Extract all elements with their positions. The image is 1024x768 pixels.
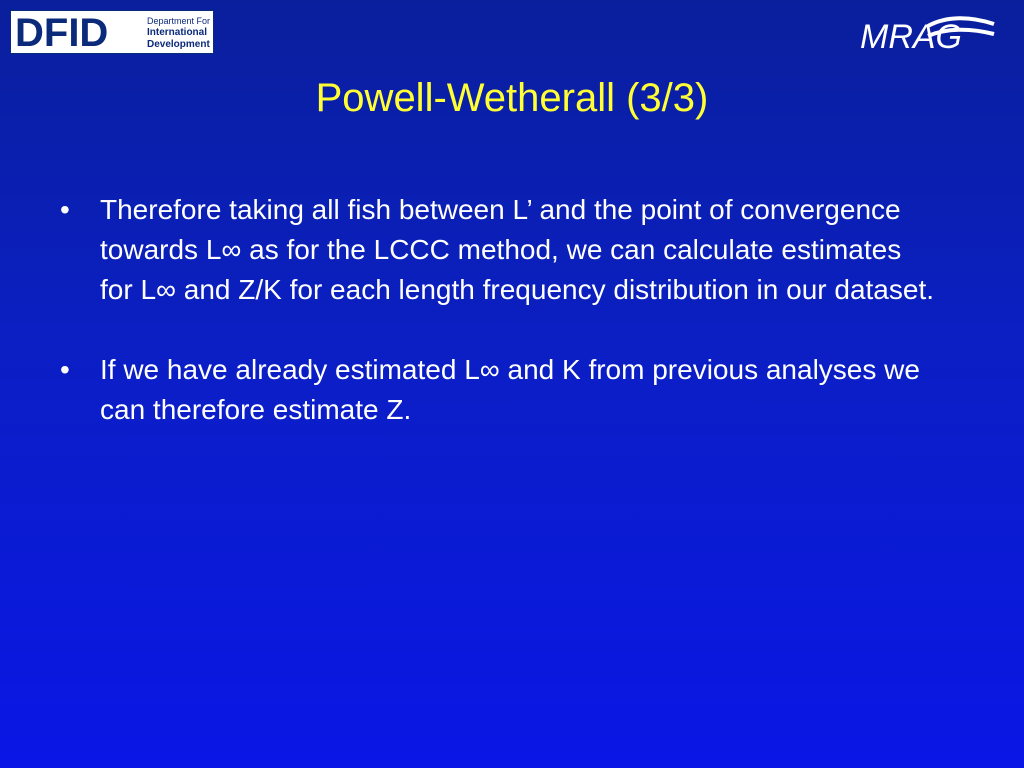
bullet-icon: •	[60, 194, 70, 225]
bullet-text: Therefore taking all fish between L’ and the point of convergence towards L∞ as for the LCCC method, we can calculate estimates for L∞ and Z/K for each length frequency distribution in our dataset.	[100, 194, 934, 305]
bullet-icon: •	[60, 354, 70, 385]
svg-text:DFID: DFID	[15, 12, 109, 52]
dfid-line-2: International	[147, 27, 208, 38]
dfid-subtitle	[145, 11, 213, 53]
svg-text:MRAG: MRAG	[860, 18, 962, 56]
dfid-wordmark-graphic	[13, 12, 143, 52]
bullet-list	[56, 190, 936, 470]
bullet-item	[56, 350, 936, 430]
slide-title: Powell-Wetherall (3/3)	[315, 76, 709, 120]
mrag-logo	[858, 14, 998, 56]
dfid-wordmark	[11, 11, 145, 53]
mrag-wordmark-graphic	[858, 14, 998, 56]
bullet-text: If we have already estimated L∞ and K from previous analyses we can therefore estimate Z.	[100, 354, 920, 425]
dfid-logo	[10, 10, 214, 54]
dfid-line-1: Department For	[147, 16, 211, 26]
bullet-item	[56, 190, 936, 310]
dfid-line-3: Development	[147, 39, 210, 50]
